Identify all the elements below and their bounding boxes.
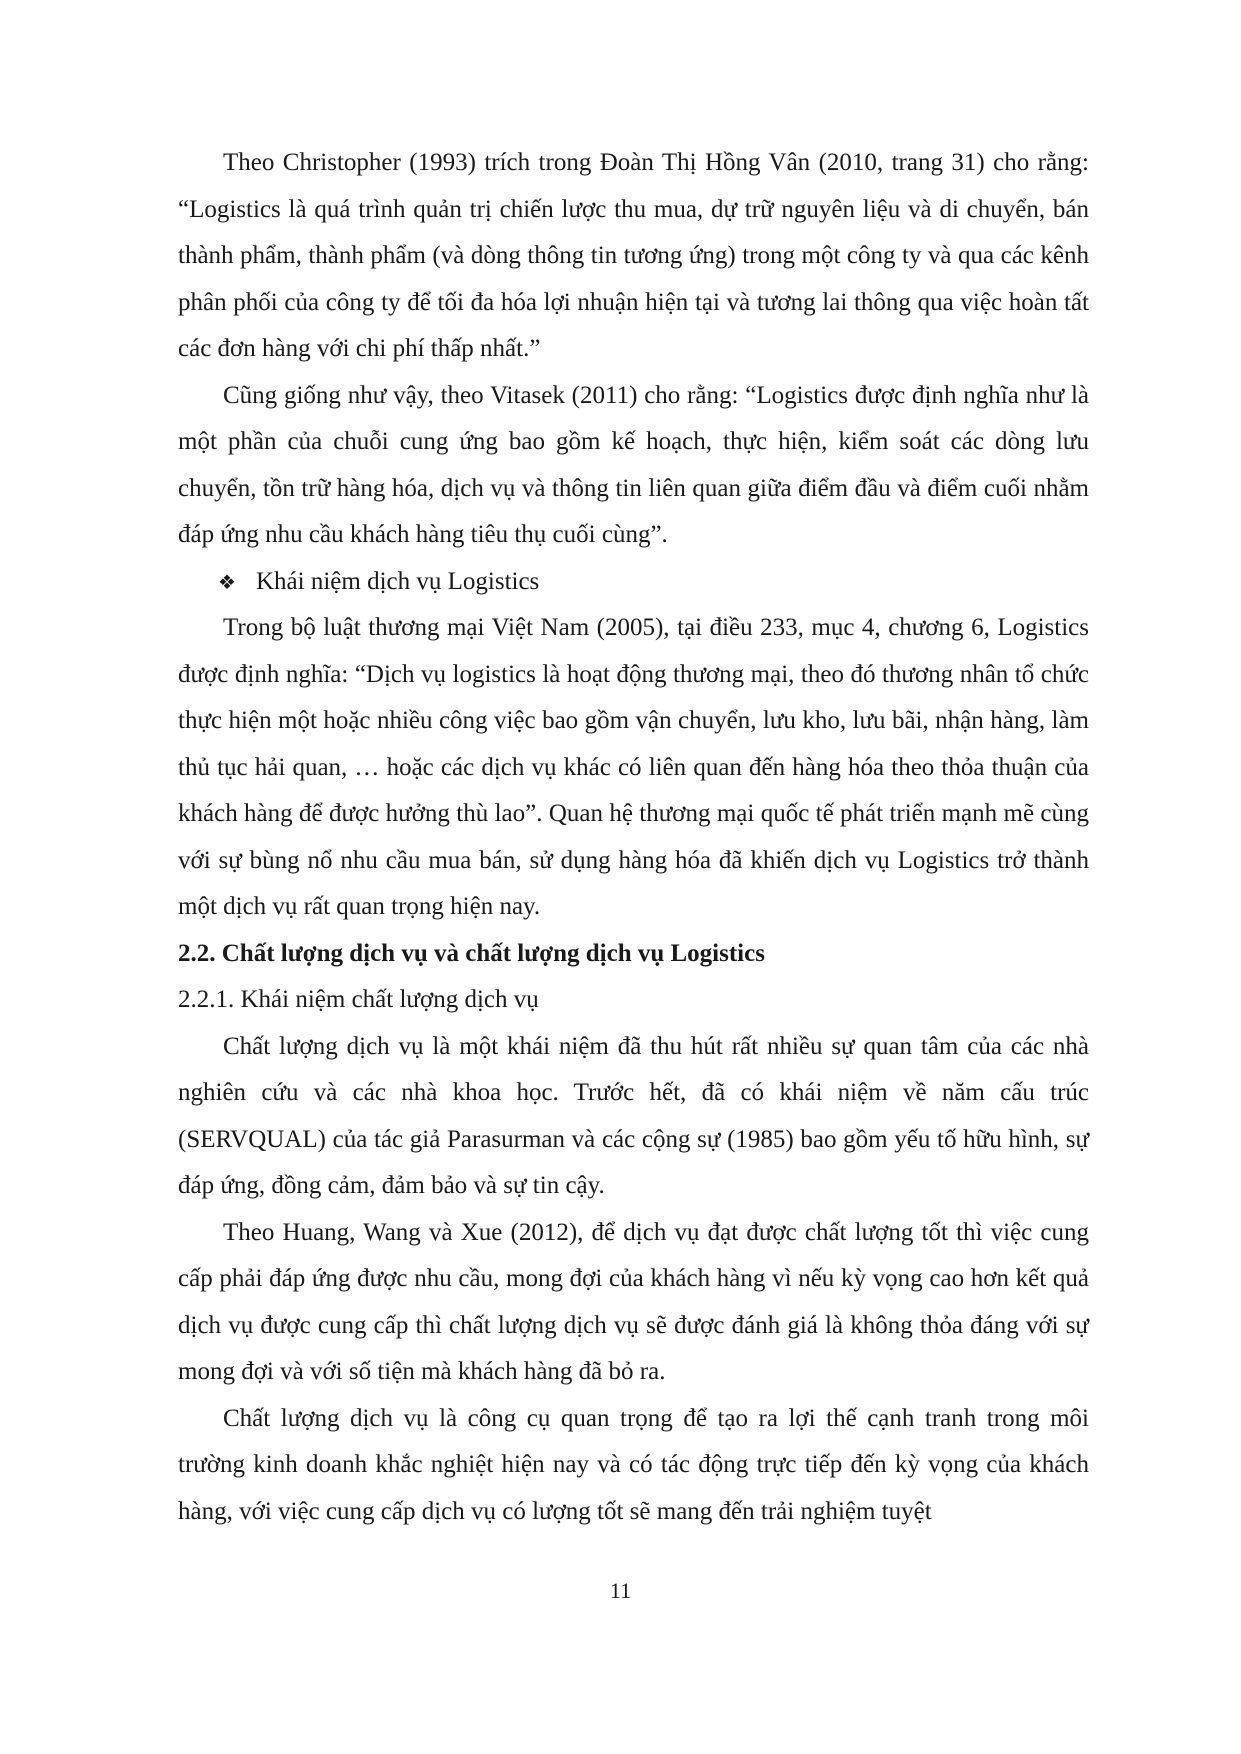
paragraph-vitasek: Cũng giống như vậy, theo Vitasek (2011) cho rằng: “Logistics được định nghĩa như là một phần của chuỗi cung ứng bao gồm kế hoạch, thực hiện, kiểm soát các dòng lưu chuyển, tồn trữ hàng hóa, dịch vụ và thông tin liên quan giữa điểm đầu và điểm cuối nhằm đáp ứng nhu cầu khách hàng tiêu thụ cuối cùng”. [178, 381, 1089, 548]
page-number: 11 [609, 1578, 632, 1603]
section-heading: 2.2. Chất lượng dịch vụ và chất lượng dịch vụ Logistics [178, 939, 765, 967]
paragraph-christopher: Theo Christopher (1993) trích trong Đoàn Thị Hồng Vân (2010, trang 31) cho rằng: “Logistics là quá trình quản trị chiến lược thu mua, dự trữ nguyên liệu và di chuyển, bán thành phẩm, thành phẩm (và dòng thông tin tương ứng) trong một công ty và qua các kênh phân phối của công ty để tối đa hóa lợi nhuận hiện tại và tương lai thông qua việc hoàn tất các đơn hàng với chi phí thấp nhất.” [178, 149, 1089, 362]
bullet-item-label: Khái niệm dịch vụ Logistics [256, 567, 540, 595]
page-body [178, 140, 1089, 1535]
paragraph-commercial-law: Trong bộ luật thương mại Việt Nam (2005), tại điều 233, mục 4, chương 6, Logistics được định nghĩa: “Dịch vụ logistics là hoạt động thương mại, theo đó thương nhân tổ chức thực hiện một hoặc nhiều công việc bao gồm vận chuyển, lưu kho, lưu bãi, nhận hàng, làm thủ tục hải quan, … hoặc các dịch vụ khác có liên quan đến hàng hóa theo thỏa thuận của khách hàng để được hưởng thù lao”. Quan hệ thương mại quốc tế phát triển mạnh mẽ cùng với sự bùng nổ nhu cầu mua bán, sử dụng hàng hóa đã khiến dịch vụ Logistics trở thành một dịch vụ rất quan trọng hiện nay. [178, 614, 1089, 920]
diamond-bullet-icon: ❖ [218, 569, 236, 594]
paragraph-huang: Theo Huang, Wang và Xue (2012), để dịch vụ đạt được chất lượng tốt thì việc cung cấp phải đáp ứng được nhu cầu, mong đợi của khách hàng vì nếu kỳ vọng cao hơn kết quả dịch vụ được cung cấp thì chất lượng dịch vụ sẽ được đánh giá là không thỏa đáng với sự mong đợi và với số tiện mà khách hàng đã bỏ ra. [178, 1218, 1089, 1385]
paragraph-competitive-advantage: Chất lượng dịch vụ là công cụ quan trọng để tạo ra lợi thế cạnh tranh trong môi trường kinh doanh khắc nghiệt hiện nay và có tác động trực tiếp đến kỳ vọng của khách hàng, với việc cung cấp dịch vụ có lượng tốt sẽ mang đến trải nghiệm tuyệt [178, 1404, 1089, 1525]
paragraph-servqual: Chất lượng dịch vụ là một khái niệm đã thu hút rất nhiều sự quan tâm của các nhà nghiên cứu và các nhà khoa học. Trước hết, đã có khái niệm về năm cấu trúc (SERVQUAL) của tác giả Parasurman và các cộng sự (1985) bao gồm yếu tố hữu hình, sự đáp ứng, đồng cảm, đảm bảo và sự tin cậy. [178, 1032, 1089, 1199]
bullet-item-logistics-service [178, 559, 1089, 606]
subsection-heading: 2.2.1. Khái niệm chất lượng dịch vụ [178, 986, 539, 1013]
